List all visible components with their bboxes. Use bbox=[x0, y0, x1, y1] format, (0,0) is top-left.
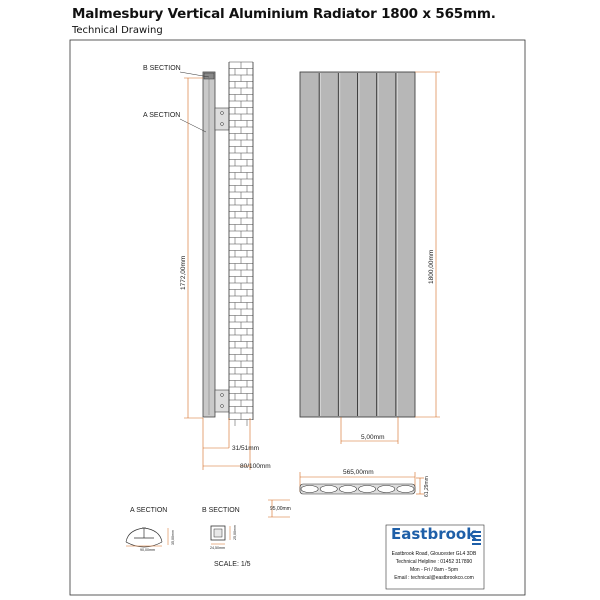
b-width-label: 24,50mm bbox=[210, 546, 225, 550]
depth-dim-2-label: 80/100mm bbox=[240, 463, 271, 470]
plan-tube bbox=[378, 486, 395, 493]
plan-tube bbox=[359, 486, 376, 493]
plan-tube bbox=[339, 486, 356, 493]
gap-label: 5,00mm bbox=[361, 434, 385, 441]
a-section-label: A SECTION bbox=[143, 112, 181, 119]
plan-height-label: 61,29mm bbox=[424, 476, 430, 497]
a-width-label: 90,00mm bbox=[140, 548, 155, 552]
side-view bbox=[143, 62, 271, 470]
company-logo: Eastbrook bbox=[391, 525, 477, 543]
front-height-label: 1800,00mm bbox=[428, 249, 435, 284]
plan-width-label: 565,00mm bbox=[343, 469, 374, 476]
plan-tube bbox=[320, 486, 337, 493]
b-height-label: 25,00mm bbox=[233, 525, 237, 540]
plan-depth-label: 95,00mm bbox=[270, 506, 291, 512]
b-section-profile bbox=[211, 526, 225, 540]
sections-detail bbox=[126, 507, 251, 568]
brick-wall bbox=[229, 62, 253, 426]
front-view bbox=[300, 72, 440, 444]
side-height-label: 1772,00mm bbox=[180, 255, 187, 290]
company-hours: Mon - Fri / 8am - 5pm bbox=[409, 567, 459, 573]
page-subtitle: Technical Drawing bbox=[72, 25, 163, 36]
depth-dim-1-label: 31/51mm bbox=[232, 445, 260, 452]
a-section-title: A SECTION bbox=[130, 507, 168, 514]
page-title: Malmesbury Vertical Aluminium Radiator 1800 x 565mm. bbox=[72, 6, 496, 22]
plan-tube bbox=[397, 486, 414, 493]
plan-tube bbox=[301, 486, 318, 493]
plan-width-dimension bbox=[268, 472, 424, 517]
front-height-dimension bbox=[415, 72, 440, 417]
company-address: Eastbrook Road, Gloucester GL4 3DB bbox=[391, 551, 477, 557]
company-helpline: Technical Helpline : 01452 317890 bbox=[395, 559, 473, 565]
company-email: Email : technical@eastbrookco.com bbox=[394, 575, 474, 581]
plan-view bbox=[268, 469, 430, 517]
a-section-profile bbox=[126, 528, 162, 547]
b-section-label: B SECTION bbox=[143, 65, 181, 72]
scale-label: SCALE: 1/5 bbox=[214, 561, 251, 568]
a-height-label: 35,00mm bbox=[171, 530, 175, 545]
b-section-title: B SECTION bbox=[202, 507, 240, 514]
plan-profile bbox=[300, 484, 415, 494]
a-section-dims bbox=[126, 528, 168, 546]
